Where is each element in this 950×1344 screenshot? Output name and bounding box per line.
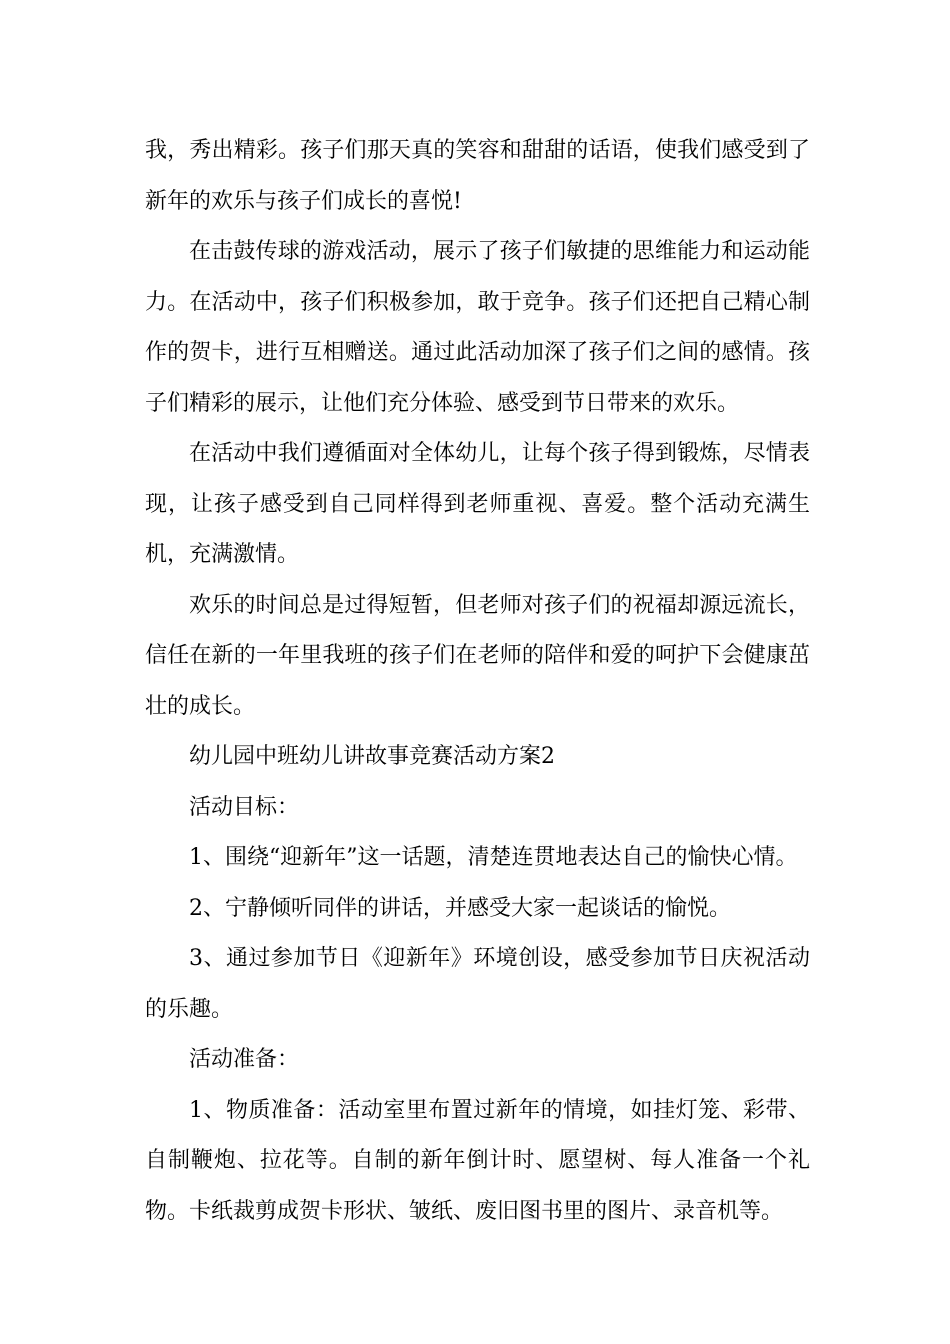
document-body [145,126,810,1237]
section-heading: 幼儿园中班幼儿讲故事竞赛活动方案2 [189,744,555,769]
goal-item-3: 3、通过参加节日《迎新年》环境创设，感受参加节日庆祝活动的乐趣。 [145,946,810,1022]
subheading-preparation: 活动准备： [189,1047,300,1072]
goal-item-2: 2、宁静倾听同伴的讲话，并感受大家一起谈话的愉悦。 [189,895,731,921]
paragraph-drum-game: 在击鼓传球的游戏活动，展示了孩子们敏捷的思维能力和运动能力。在活动中，孩子们积极参加，敢于竞争。孩子们还把自己精心制作的贺卡，进行互相赠送。通过此活动加深了孩子们之间的感情。孩子们精彩的展示，让他们充分体验、感受到节日带来的欢乐。 [145,239,810,416]
paragraph-continuation: 我，秀出精彩。孩子们那天真的笑容和甜甜的话语，使我们感受到了新年的欢乐与孩子们成长的喜悦! [145,138,810,214]
paragraph-all-children: 在活动中我们遵循面对全体幼儿，让每个孩子得到锻炼，尽情表现，让孩子感受到自己同样得到老师重视、喜爱。整个活动充满生机，充满激情。 [145,441,810,567]
subheading-goals: 活动目标： [189,794,300,820]
preparation-item-1: 1、物质准备：活动室里布置过新年的情境，如挂灯笼、彩带、自制鞭炮、拉花等。自制的新年倒计时、愿望树、每人准备一个礼物。卡纸裁剪成贺卡形状、皱纸、废旧图书里的图片、录音机等。 [145,1097,810,1224]
goal-item-1: 1、围绕“迎新年”这一话题，清楚连贯地表达自己的愉快心情。 [189,845,798,870]
paragraph-happy-time: 欢乐的时间总是过得短暂，但老师对孩子们的祝福却源远流长，信任在新的一年里我班的孩子们在老师的陪伴和爱的呵护下会健康茁壮的成长。 [145,592,810,719]
